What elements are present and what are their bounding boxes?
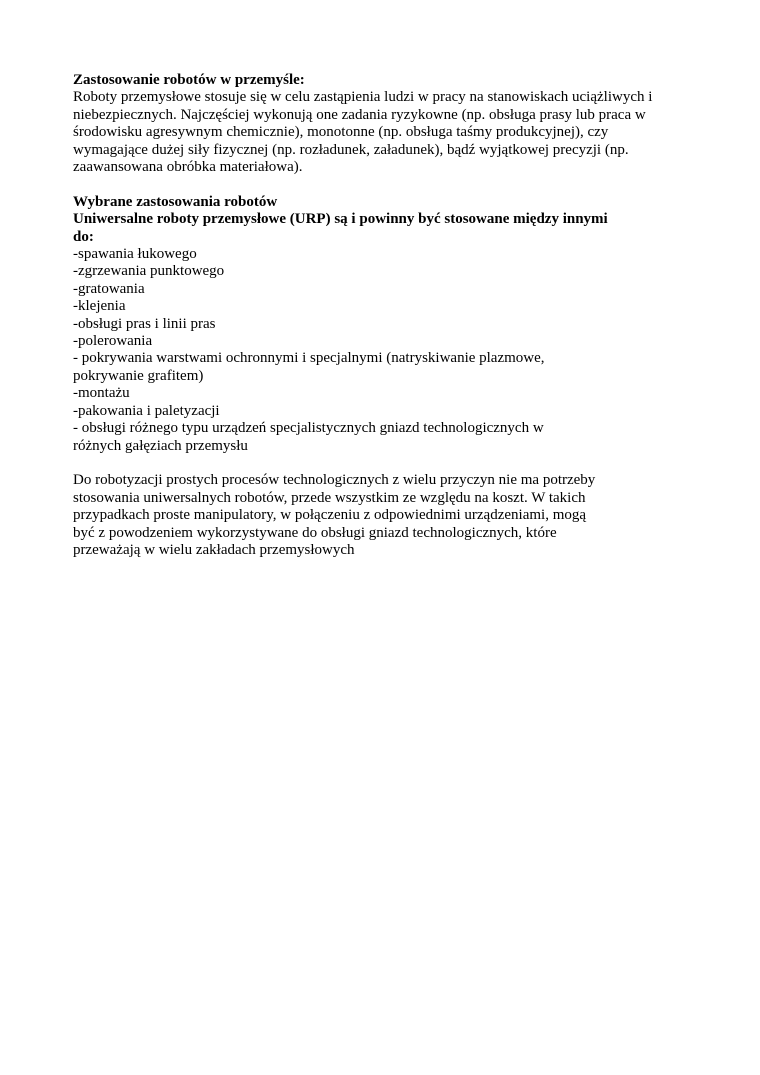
paragraph-line: przeważają w wielu zakładach przemysłowych — [73, 541, 355, 558]
document-page — [73, 72, 693, 559]
section-heading: Wybrane zastosowania robotów — [73, 193, 278, 210]
list-item: -gratowania — [73, 280, 145, 297]
paragraph-line: wymagające dużej siły fizycznej (np. rozładunek, załadunek), bądź wyjątkowej precyzji (np. — [73, 141, 629, 158]
subheading-line: Uniwersalne roboty przemysłowe (URP) są i powinny być stosowane między innymi — [73, 211, 608, 228]
subheading-line: do: — [73, 228, 94, 245]
list-item: -klejenia — [73, 298, 126, 315]
paragraph-line: Do robotyzacji prostych procesów technologicznych z wielu przyczyn nie ma potrzeby — [73, 472, 596, 489]
section-heading: Zastosowanie robotów w przemyśle: — [73, 72, 305, 88]
list-item: -zgrzewania punktowego — [73, 263, 225, 280]
list-item: różnych gałęziach przemysłu — [73, 437, 248, 454]
list-item: -obsługi pras i linii pras — [73, 315, 216, 332]
list-item: -polerowania — [73, 333, 153, 350]
paragraph-line: stosowania uniwersalnych robotów, przede wszystkim ze względu na koszt. W takich — [73, 489, 586, 506]
paragraph-line: Roboty przemysłowe stosuje się w celu zastąpienia ludzi w pracy na stanowiskach uciążliwych i — [73, 89, 653, 106]
paragraph-line: być z powodzeniem wykorzystywane do obsługi gniazd technologicznych, które — [73, 524, 557, 541]
paragraph-line: zaawansowana obróbka materiałowa). — [73, 159, 303, 176]
paragraph-line: przypadkach proste manipulatory, w połączeniu z odpowiednimi urządzeniami, mogą — [73, 507, 587, 524]
list-item: pokrywanie grafitem) — [73, 367, 204, 384]
list-item: -spawania łukowego — [73, 246, 197, 263]
blank-line — [73, 455, 693, 472]
blank-line — [73, 176, 693, 193]
list-item: - obsługi różnego typu urządzeń specjalistycznych gniazd technologicznych w — [73, 420, 544, 437]
list-item: -pakowania i paletyzacji — [73, 402, 220, 419]
list-item: -montażu — [73, 385, 130, 402]
paragraph-line: niebezpiecznych. Najczęściej wykonują one zadania ryzykowne (np. obsługa prasy lub praca w — [73, 106, 646, 123]
list-item: - pokrywania warstwami ochronnymi i specjalnymi (natryskiwanie plazmowe, — [73, 350, 545, 367]
paragraph-line: środowisku agresywnym chemicznie), monotonne (np. obsługa taśmy produkcyjnej), czy — [73, 124, 609, 141]
